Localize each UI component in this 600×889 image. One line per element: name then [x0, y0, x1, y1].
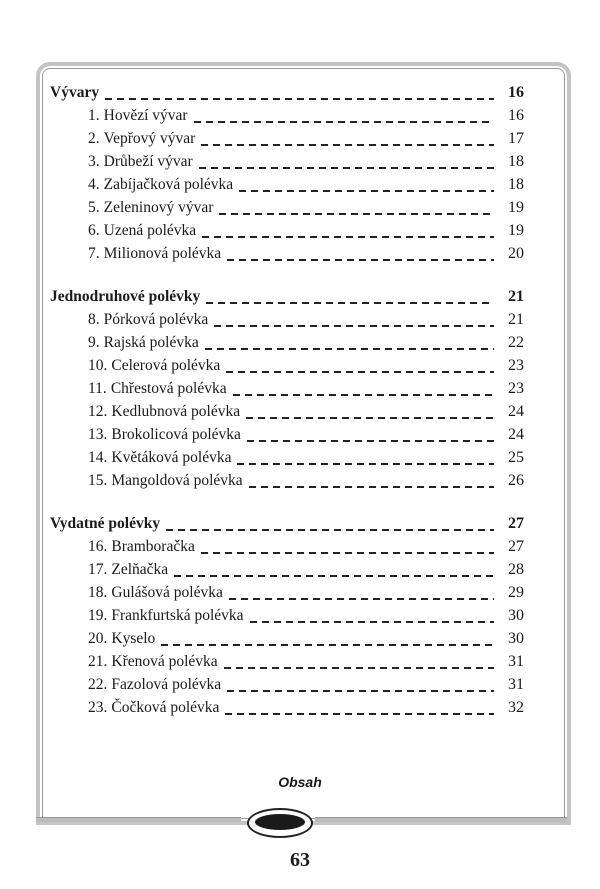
entry-title: Fazolová polévka — [111, 676, 222, 693]
dot-leader — [199, 167, 494, 169]
entry-title: Vepřový vývar — [103, 130, 196, 147]
entry-number: 23. — [88, 699, 108, 716]
entry-number: 20. — [88, 630, 108, 647]
entry-title: Kyselo — [111, 630, 156, 647]
dot-leader — [224, 667, 494, 669]
toc-section-heading — [50, 288, 524, 311]
entry-number: 14. — [88, 449, 108, 466]
section-page: 21 — [508, 288, 524, 305]
dot-leader — [201, 144, 494, 146]
entry-title: Mangoldová polévka — [111, 472, 243, 489]
toc-entry — [50, 607, 524, 630]
entry-title: Drůbeží vývar — [103, 153, 193, 170]
entry-number: 8. — [88, 311, 100, 328]
dot-leader — [206, 302, 494, 304]
section-title: Vývary — [50, 84, 100, 101]
entry-title: Chřestová polévka — [110, 380, 227, 397]
entry-number: 11. — [88, 380, 107, 397]
entry-page: 22 — [508, 334, 524, 351]
entry-title: Gulášová polévka — [111, 584, 223, 601]
entry-page: 30 — [508, 607, 524, 624]
entry-number: 19. — [88, 607, 108, 624]
entry-title: Rajská polévka — [103, 334, 199, 351]
toc-entry — [50, 403, 524, 426]
dot-leader — [250, 621, 494, 623]
dot-leader — [105, 98, 494, 100]
entry-number: 10. — [88, 357, 108, 374]
dot-leader — [225, 713, 494, 715]
footer-rule-left — [36, 817, 241, 822]
entry-number: 4. — [88, 176, 100, 193]
entry-number: 3. — [88, 153, 100, 170]
dot-leader — [166, 529, 494, 531]
footer-title: Obsah — [278, 774, 322, 790]
toc-entry — [50, 245, 524, 268]
dot-leader — [226, 371, 494, 373]
entry-title: Pórková polévka — [103, 311, 209, 328]
toc-entry — [50, 334, 524, 357]
dot-leader — [161, 644, 494, 646]
entry-number: 12. — [88, 403, 108, 420]
toc-section-heading — [50, 515, 524, 538]
dot-leader — [202, 236, 494, 238]
entry-title: Bramboračka — [111, 538, 195, 555]
entry-page: 16 — [508, 107, 524, 124]
dot-leader — [246, 417, 494, 419]
dot-leader — [227, 259, 494, 261]
entry-number: 18. — [88, 584, 108, 601]
entry-number: 2. — [88, 130, 100, 147]
section-page: 16 — [508, 84, 524, 101]
entry-number: 15. — [88, 472, 108, 489]
entry-title: Hovězí vývar — [103, 107, 188, 124]
entry-title: Kedlubnová polévka — [111, 403, 241, 420]
page-number: 63 — [290, 849, 310, 871]
entry-page: 31 — [508, 676, 524, 693]
dot-leader — [237, 463, 494, 465]
entry-page: 18 — [508, 153, 524, 170]
entry-number: 16. — [88, 538, 108, 555]
entry-title: Frankfurtská polévka — [111, 607, 244, 624]
entry-title: Zabíjačková polévka — [103, 176, 234, 193]
dot-leader — [229, 598, 494, 600]
toc-entry — [50, 107, 524, 130]
toc-entry — [50, 584, 524, 607]
entry-page: 28 — [508, 561, 524, 578]
entry-number: 22. — [88, 676, 108, 693]
toc-entry — [50, 176, 524, 199]
entry-page: 18 — [508, 176, 524, 193]
dot-leader — [249, 486, 494, 488]
dot-leader — [214, 325, 494, 327]
toc-section — [50, 515, 524, 722]
toc-entry — [50, 538, 524, 561]
table-of-contents — [50, 84, 524, 742]
toc-entry — [50, 222, 524, 245]
dot-leader — [247, 440, 494, 442]
entry-title: Zeleninový vývar — [103, 199, 214, 216]
toc-entry — [50, 130, 524, 153]
toc-section-heading — [50, 84, 524, 107]
dot-leader — [219, 213, 494, 215]
entry-page: 29 — [508, 584, 524, 601]
entry-page: 17 — [508, 130, 524, 147]
entry-title: Čočková polévka — [111, 699, 220, 716]
toc-entry — [50, 699, 524, 722]
toc-entry — [50, 472, 524, 495]
entry-title: Brokolicová polévka — [111, 426, 241, 443]
entry-page: 24 — [508, 426, 524, 443]
entry-page: 26 — [508, 472, 524, 489]
toc-section — [50, 288, 524, 495]
entry-page: 25 — [508, 449, 524, 466]
section-page: 27 — [508, 515, 524, 532]
dot-leader — [201, 552, 494, 554]
toc-entry — [50, 357, 524, 380]
dot-leader — [174, 575, 494, 577]
section-title: Jednodruhové polévky — [50, 288, 201, 305]
entry-title: Křenová polévka — [111, 653, 218, 670]
entry-number: 5. — [88, 199, 100, 216]
toc-entry — [50, 153, 524, 176]
entry-number: 6. — [88, 222, 100, 239]
entry-page: 30 — [508, 630, 524, 647]
section-title: Vydatné polévky — [50, 515, 161, 532]
entry-number: 13. — [88, 426, 108, 443]
entry-page: 31 — [508, 653, 524, 670]
toc-entry — [50, 561, 524, 584]
entry-page: 19 — [508, 222, 524, 239]
toc-entry — [50, 199, 524, 222]
footer-rule-right — [315, 817, 567, 822]
entry-title: Uzená polévka — [103, 222, 197, 239]
dot-leader — [205, 348, 494, 350]
entry-title: Květáková polévka — [111, 449, 232, 466]
toc-entry — [50, 311, 524, 334]
dot-leader — [233, 394, 494, 396]
entry-page: 23 — [508, 380, 524, 397]
entry-page: 32 — [508, 699, 524, 716]
toc-entry — [50, 380, 524, 403]
dot-leader — [194, 121, 494, 123]
entry-page: 20 — [508, 245, 524, 262]
entry-title: Celerová polévka — [111, 357, 221, 374]
entry-page: 24 — [508, 403, 524, 420]
toc-entry — [50, 653, 524, 676]
entry-page: 21 — [508, 311, 524, 328]
toc-entry — [50, 630, 524, 653]
entry-number: 7. — [88, 245, 100, 262]
toc-entry — [50, 676, 524, 699]
entry-number: 1. — [88, 107, 100, 124]
toc-entry — [50, 449, 524, 472]
toc-entry — [50, 426, 524, 449]
entry-title: Milionová polévka — [103, 245, 222, 262]
entry-page: 19 — [508, 199, 524, 216]
entry-number: 21. — [88, 653, 108, 670]
entry-page: 23 — [508, 357, 524, 374]
bowl-icon — [247, 808, 313, 838]
entry-title: Zelňačka — [111, 561, 169, 578]
entry-number: 9. — [88, 334, 100, 351]
dot-leader — [239, 190, 494, 192]
dot-leader — [227, 690, 494, 692]
entry-page: 27 — [508, 538, 524, 555]
entry-number: 17. — [88, 561, 108, 578]
toc-section — [50, 84, 524, 268]
